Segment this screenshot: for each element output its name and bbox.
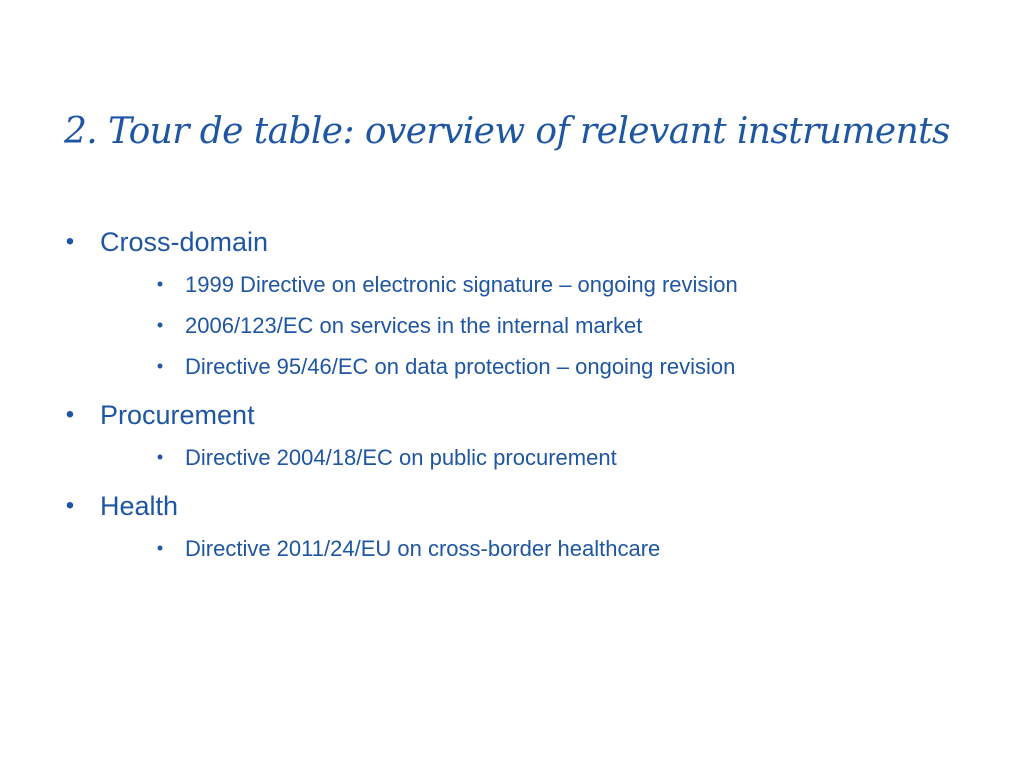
list-item-text: 1999 Directive on electronic signature – ongoing revision xyxy=(185,272,738,297)
sub-list xyxy=(100,264,980,387)
bullet-list xyxy=(60,222,980,569)
section-label: Cross-domain xyxy=(100,227,269,257)
slide-title: 2. Tour de table: overview of relevant instruments xyxy=(64,111,950,152)
section-label: Procurement xyxy=(100,400,255,430)
list-item xyxy=(100,437,980,478)
bullet-icon: • xyxy=(156,447,164,467)
bullet-icon: • xyxy=(65,492,75,519)
bullet-icon: • xyxy=(156,356,164,376)
section-health xyxy=(60,486,980,569)
list-item-text: Directive 95/46/EC on data protection – ongoing revision xyxy=(185,354,736,379)
list-item xyxy=(100,346,980,387)
section-cross-domain xyxy=(60,222,980,387)
bullet-icon: • xyxy=(156,315,164,335)
bullet-icon: • xyxy=(65,228,75,255)
list-item-text: 2006/123/EC on services in the internal market xyxy=(185,313,643,338)
list-item-text: Directive 2011/24/EU on cross-border healthcare xyxy=(185,536,661,561)
section-label: Health xyxy=(100,491,179,521)
section-procurement xyxy=(60,395,980,478)
sub-list xyxy=(100,528,980,569)
sub-list xyxy=(100,437,980,478)
bullet-icon: • xyxy=(156,274,164,294)
list-item-text: Directive 2004/18/EC on public procurement xyxy=(185,445,617,470)
bullet-icon: • xyxy=(65,401,75,428)
list-item xyxy=(100,305,980,346)
list-item xyxy=(100,528,980,569)
list-item xyxy=(100,264,980,305)
bullet-icon: • xyxy=(156,538,164,558)
